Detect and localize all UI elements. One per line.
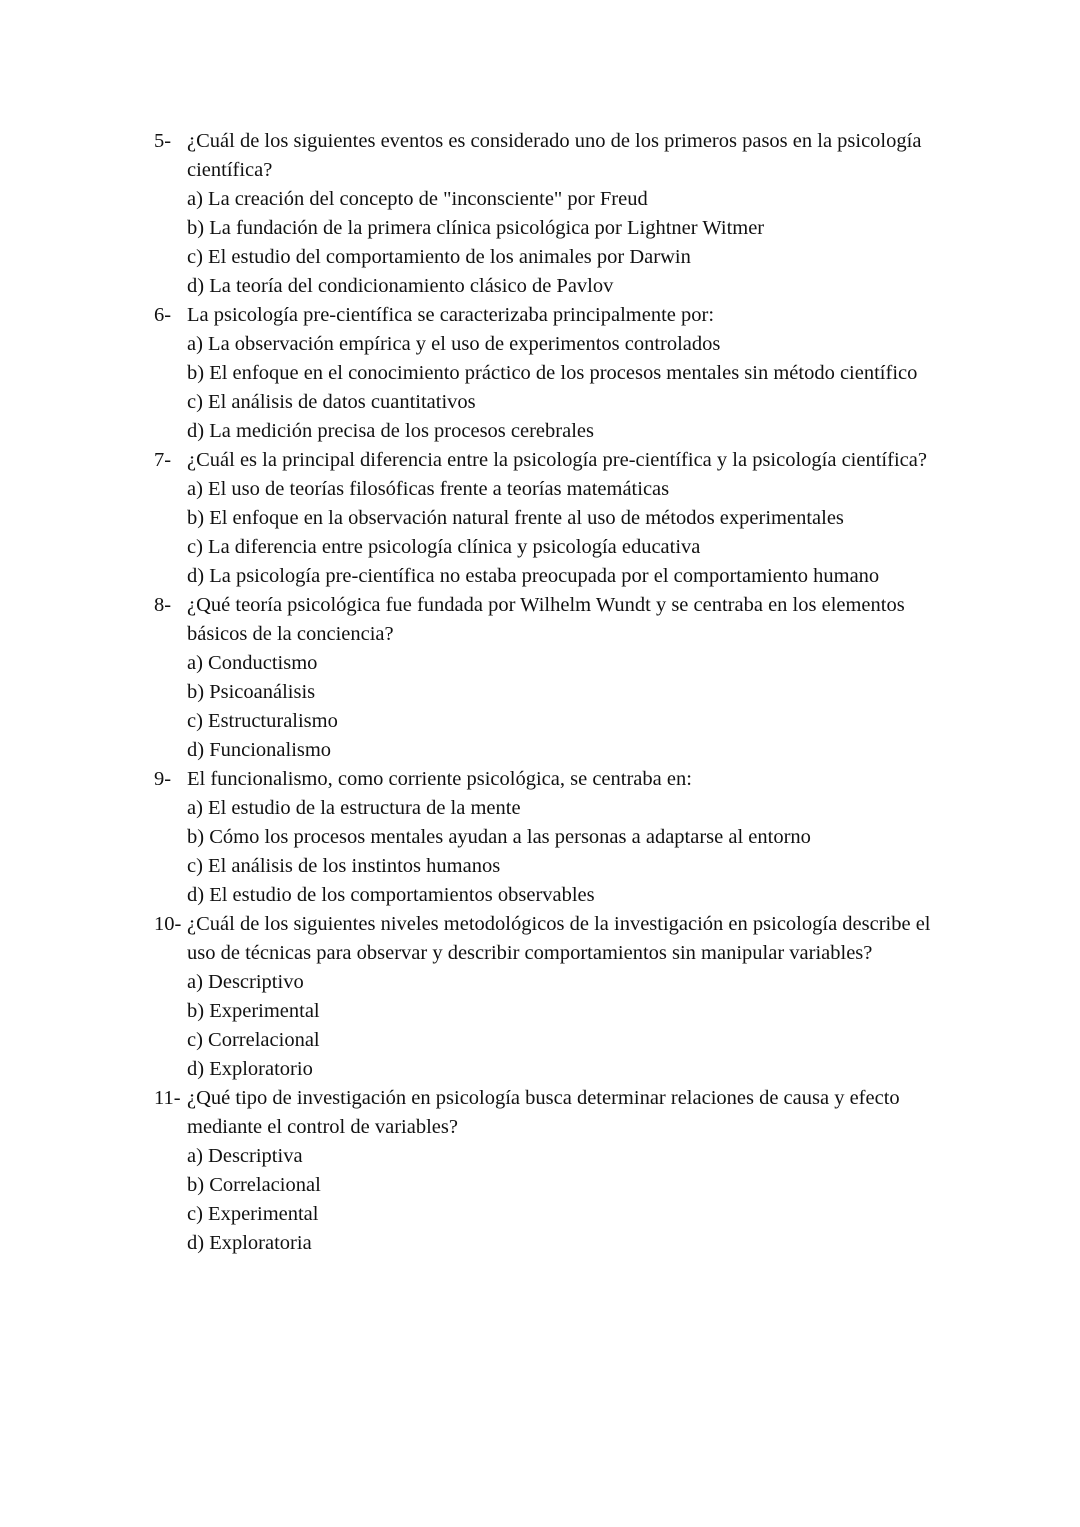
option-c: c) El análisis de los instintos humanos — [187, 855, 501, 877]
question-number: 6- — [154, 304, 172, 326]
question-text: La psicología pre-científica se caracterizaba principalmente por: — [187, 304, 715, 326]
question-8 — [154, 591, 934, 765]
question-5 — [154, 127, 934, 301]
question-number: 9- — [154, 768, 172, 790]
question-number: 7- — [154, 449, 172, 471]
question-text: ¿Cuál de los siguientes niveles metodológicos de la investigación en psicología describe el uso de técnicas para observar y describir comportamientos sin manipular variables? — [187, 913, 931, 964]
option-c: c) El análisis de datos cuantitativos — [187, 391, 476, 413]
option-a: a) Conductismo — [187, 652, 318, 674]
option-c: c) Estructuralismo — [187, 710, 338, 732]
question-6 — [154, 301, 934, 446]
option-b: b) El enfoque en el conocimiento práctico de los procesos mentales sin método científico — [187, 362, 918, 384]
option-d: d) Exploratorio — [187, 1058, 313, 1080]
question-9 — [154, 765, 934, 910]
option-a: a) Descriptiva — [187, 1145, 303, 1167]
question-10 — [154, 910, 934, 1084]
question-body — [187, 127, 934, 301]
option-d: d) La psicología pre-científica no estaba preocupada por el comportamiento humano — [187, 565, 880, 587]
option-b: b) Correlacional — [187, 1174, 321, 1196]
question-body — [187, 446, 934, 591]
question-list — [154, 127, 934, 1258]
option-d: d) Funcionalismo — [187, 739, 332, 761]
option-d: d) La medición precisa de los procesos cerebrales — [187, 420, 594, 442]
question-body — [187, 765, 934, 910]
option-a: a) La observación empírica y el uso de experimentos controlados — [187, 333, 721, 355]
option-a: a) La creación del concepto de "inconsciente" por Freud — [187, 188, 648, 210]
question-body — [187, 301, 934, 446]
option-a: a) El uso de teorías filosóficas frente a teorías matemáticas — [187, 478, 670, 500]
option-d: d) La teoría del condicionamiento clásico de Pavlov — [187, 275, 614, 297]
question-11 — [154, 1084, 934, 1258]
option-b: b) Cómo los procesos mentales ayudan a las personas a adaptarse al entorno — [187, 826, 811, 848]
option-d: d) Exploratoria — [187, 1232, 312, 1254]
option-c: c) Correlacional — [187, 1029, 320, 1051]
question-text: ¿Qué teoría psicológica fue fundada por Wilhelm Wundt y se centraba en los elementos básicos de la conciencia? — [187, 594, 905, 645]
question-7 — [154, 446, 934, 591]
option-b: b) Experimental — [187, 1000, 320, 1022]
question-number: 5- — [154, 130, 172, 152]
option-c: c) El estudio del comportamiento de los animales por Darwin — [187, 246, 691, 268]
question-number: 8- — [154, 594, 172, 616]
option-a: a) Descriptivo — [187, 971, 304, 993]
question-number: 10- — [154, 913, 182, 935]
question-text: El funcionalismo, como corriente psicológica, se centraba en: — [187, 768, 692, 790]
question-text: ¿Cuál de los siguientes eventos es considerado uno de los primeros pasos en la psicología científica? — [187, 130, 922, 181]
question-body — [187, 910, 934, 1084]
option-b: b) Psicoanálisis — [187, 681, 316, 703]
question-number: 11- — [154, 1087, 181, 1109]
option-a: a) El estudio de la estructura de la mente — [187, 797, 521, 819]
question-body — [187, 591, 934, 765]
question-text: ¿Cuál es la principal diferencia entre la psicología pre-científica y la psicología científica? — [187, 449, 927, 471]
question-text: ¿Qué tipo de investigación en psicología busca determinar relaciones de causa y efecto mediante el control de variables? — [187, 1087, 900, 1138]
option-b: b) La fundación de la primera clínica psicológica por Lightner Witmer — [187, 217, 765, 239]
question-body — [187, 1084, 934, 1258]
option-b: b) El enfoque en la observación natural frente al uso de métodos experimentales — [187, 507, 844, 529]
option-c: c) Experimental — [187, 1203, 319, 1225]
option-d: d) El estudio de los comportamientos observables — [187, 884, 595, 906]
option-c: c) La diferencia entre psicología clínica y psicología educativa — [187, 536, 701, 558]
